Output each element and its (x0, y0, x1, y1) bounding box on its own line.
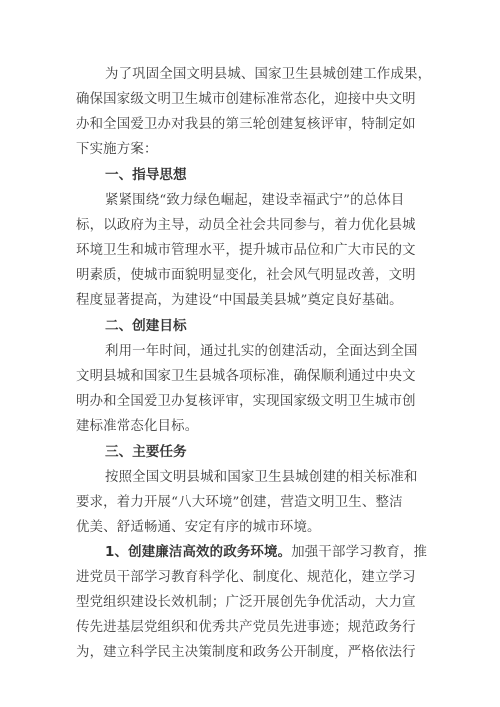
section-heading-main-tasks: 三、主要任务 (105, 444, 187, 460)
section1-line-5: 程度显著提高，为建设“中国最美县城”奠定良好基础。 (76, 293, 403, 308)
intro-line-4: 下实施方案： (76, 142, 158, 157)
item1-title: 1、创建廉洁高效的政务环境。 (105, 545, 292, 560)
intro-line-2: 确保国家级文明卫生城市创建标准常态化，迎接中央文明 (76, 92, 416, 107)
item1-line-5: 为，建立科学民主决策制度和政务公开制度，严格依法行 (76, 645, 416, 660)
section3-line-1: 按照全国文明县城和国家卫生县城创建的相关标准和 (105, 470, 418, 485)
item1-line-2: 进党员干部学习教育科学化、制度化、规范化，建立学习 (76, 570, 416, 585)
item1-line-3: 型党组织建设长效机制；广泛开展创先争优活动，大力宣 (76, 595, 416, 610)
section2-line-1: 利用一年时间，通过扎实的创建活动，全面达到全国 (105, 344, 418, 359)
section1-line-1: 紧紧围绕“致力绿色崛起，建设幸福武宁”的总体目 (105, 193, 405, 208)
section-heading-creation-goals: 二、创建目标 (105, 318, 187, 334)
intro-line-3: 办和全国爱卫办对我县的第三轮创建复核评审，特制定如 (76, 117, 416, 132)
item1-first-text: 加强干部学习教育，推 (291, 545, 428, 560)
section1-line-3: 环境卫生和城市管理水平，提升城市品位和广大市民的文 (76, 243, 416, 258)
section3-line-2: 要求，着力开展“八大环境”创建，营造文明卫生、整洁 (76, 495, 403, 510)
section-heading-guiding-ideology: 一、指导思想 (105, 167, 187, 183)
section2-line-2: 文明县城和国家卫生县城各项标准，确保顺利通过中央文 (76, 369, 416, 384)
section2-line-4: 建标准常态化目标。 (76, 419, 199, 434)
item1-line-1 (105, 544, 427, 562)
intro-line-1: 为了巩固全国文明县城、国家卫生县城创建工作成果， (105, 67, 432, 82)
item1-line-4: 传先进基层党组织和优秀共产党员先进事迹；规范政务行 (76, 620, 416, 635)
section1-line-2: 标，以政府为主导，动员全社会共同参与，着力优化县城 (76, 218, 416, 233)
section3-line-3: 优美、舒适畅通、安定有序的城市环境。 (76, 520, 321, 535)
section1-line-4: 明素质，使城市面貌明显变化，社会风气明显改善，文明 (76, 268, 416, 283)
section2-line-3: 明办和全国爱卫办复核评审，实现国家级文明卫生城市创 (76, 394, 416, 409)
